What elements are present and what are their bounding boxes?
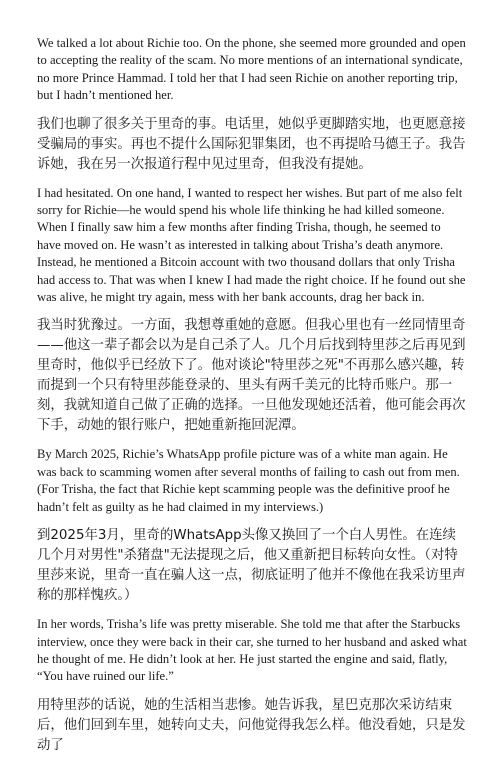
paragraph-zh-3: 到2025年3月，里奇的WhatsApp头像又换回了一个白人男性。在连续几个月对男性"杀猪盘"无法提现之后，他又重新把目标转向女性。（对特里莎来说，里奇一直在骗人这一点，彻底证明了他并不像他在我采访里声称的那样愧疚。） [37,528,466,604]
paragraph-zh-2: 我当时犹豫过。一方面，我想尊重她的意愿。但我心里也有一丝同情里奇——他这一辈子都会以为是自己杀了人。几个月后找到特里莎之后再见到里奇时，他似乎已经放下了。他对谈论"特里莎之死"不再那么感兴趣，转而提到一个只有特里莎能登录的、里头有两千美元的比特币账户。那一刻，我就知道自己做了正确的选择。一旦他发现她还活着，他可能会再次下手，动她的银行账户，把她重新拖回泥潭。 [37,318,466,434]
paragraph-zh-4: 用特里莎的话说，她的生活相当悲惨。她告诉我，星巴克那次采访结束后，他们回到车里，她转向丈夫，问他觉得我怎么样。他没看她，只是发动了 [37,697,466,753]
paragraph-en-3: By March 2025, Richie’s WhatsApp profile picture was of a white man again. He was back to scamming women after several months of failing to cash out from men. (For Trisha, the fact that Richie kept scamming people was the definitive proof he hadn’t felt as guilty as he had claimed in my interviews.) [37,447,460,514]
paragraph-en-2: I had hesitated. On one hand, I wanted to respect her wishes. But part of me also felt sorry for Richie—he would spend his whole life thinking he had killed someone. When I finally saw him a few months after finding Trisha, though, he seemed to have moved on. He wasn’t as interested in talking about Trisha’s death anymore. Instead, he mentioned a Bitcoin account with two thousand dollars that only Trisha had access to. That was when I knew I had made the right choice. If he found out she was alive, he might try again, mess with her bank accounts, drag her back in. [37,185,466,305]
paragraph-en-4: In her words, Trisha’s life was pretty miserable. She told me that after the Starbucks interview, once they were back in their car, she turned to her husband and asked what he thought of me. He didn’t look at her. He just started the engine and said, flatly, “You have ruined our life.” [37,617,467,684]
paragraph-zh-1: 我们也聊了很多关于里奇的事。电话里，她似乎更脚踏实地，也更愿意接受骗局的事实。再也不提什么国际犯罪集团，也不再提哈马德王子。我告诉她，我在另一次报道行程中见过里奇，但我没有提她。 [37,116,466,172]
document-page [37,35,467,766]
paragraph-en-1: We talked a lot about Richie too. On the phone, she seemed more grounded and open to accepting the reality of the scam. No more mentions of an international syndicate, no more Prince Hammad. I told her that I had seen Richie on another reporting trip, but I hadn’t mentioned her. [37,36,466,103]
